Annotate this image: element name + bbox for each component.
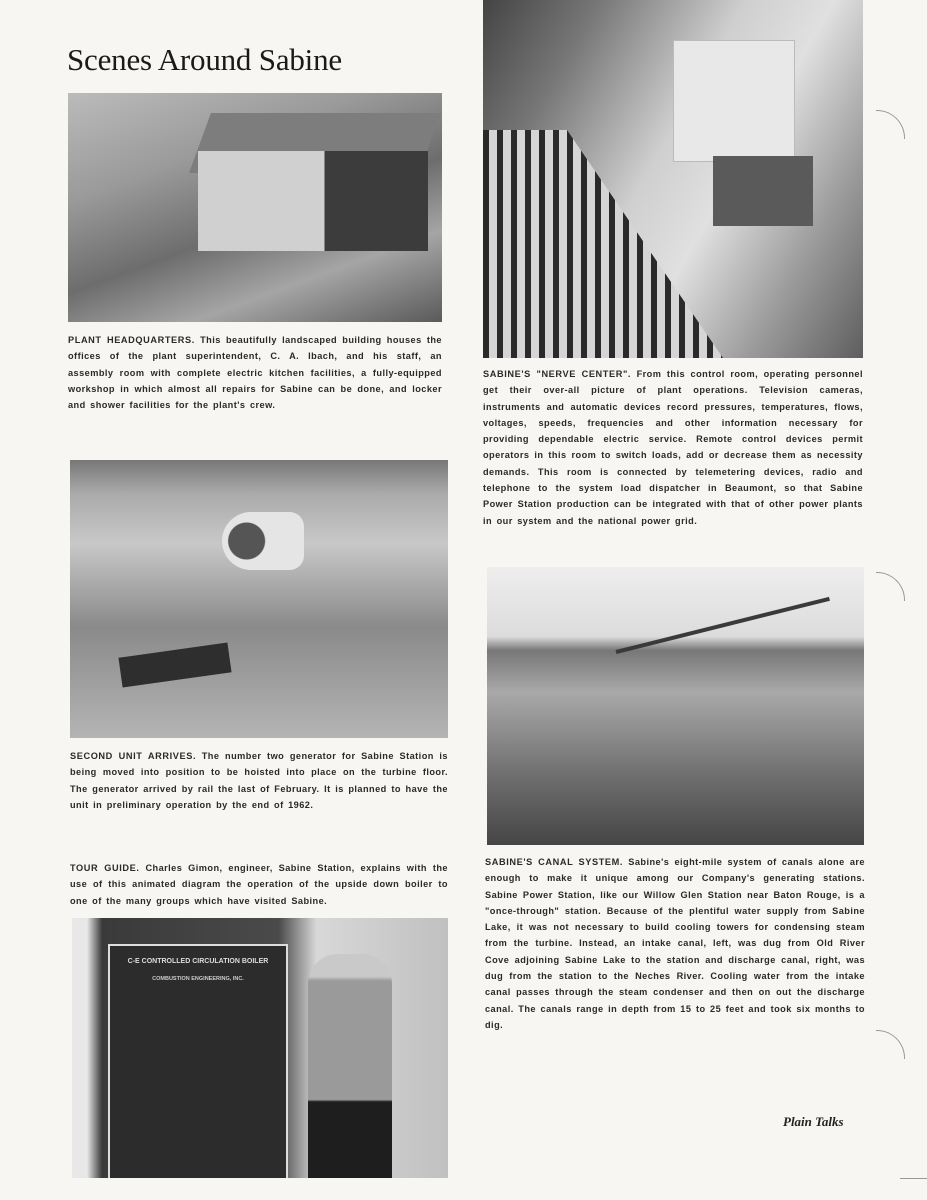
boiler-board-title: C-E CONTROLLED CIRCULATION BOILER — [127, 958, 269, 965]
caption-lead: SABINE'S CANAL SYSTEM. — [485, 857, 624, 867]
photo-tour-guide — [72, 918, 448, 1178]
caption-plant-headquarters — [68, 332, 442, 413]
caption-body: Charles Gimon, engineer, Sabine Station, explains with the use of this animated diagram the operation of the upside down boiler to one of the many groups which have visited Sabine. — [70, 863, 448, 906]
edge-line — [900, 1178, 927, 1179]
caption-body: The number two generator for Sabine Station is being moved into position to be hoisted into place on the turbine floor. The generator arrived by rail the last of February. It is planned to have the unit in preliminary operation by the end of 1962. — [70, 751, 448, 810]
boiler-board-maker: COMBUSTION ENGINEERING, INC. — [152, 976, 244, 982]
binder-hole-mark — [876, 572, 905, 601]
caption-second-unit — [70, 748, 448, 813]
caption-body: This beautifully landscaped building houses the offices of the plant superintendent, C. A. Ibach, and his staff, an assembly room with complete electric kitchen facilities, a fully-equipped workshop in which almost all repairs for Sabine can be done, and locker and shower facilities for the plant's crew. — [68, 335, 442, 411]
binder-hole-mark — [876, 1030, 905, 1059]
caption-nerve-center — [483, 366, 863, 529]
caption-tour-guide — [70, 860, 448, 909]
photo-plant-headquarters — [68, 93, 442, 322]
caption-canal-system — [485, 854, 865, 1033]
photo-canal-system — [487, 567, 864, 845]
page-title: Scenes Around Sabine — [67, 42, 342, 77]
caption-lead: SECOND UNIT ARRIVES. — [70, 751, 197, 761]
caption-body: Sabine's eight-mile system of canals alone are enough to make it unique among our Company's generating stations. Sabine Power Station, like our Willow Glen Station near Baton Rouge, is a "once-through" station. Because of the plentiful water supply from Sabine Lake, it was not necessary to build cooling towers for condensing steam from the turbine. Instead, an intake canal, left, was dug from Old River Cove adjoining Sabine Lake to the station and discharge canal, right, was dug from the station to the Neches River. Cooling water from the intake canal passes through the steam condenser and then on out the discharge canal. The canals range in depth from 15 to 25 feet and took six months to dig. — [485, 857, 865, 1030]
photo-nerve-center — [483, 0, 863, 358]
caption-body: From this control room, operating personnel get their over-all picture of plant operations. Television cameras, instruments and automatic devices record pressures, temperatures, flows, voltages, speeds, frequencies and other information necessary for providing dependable electric service. Remote control devices permit operators in this room to switch loads, add or decrease them as necessity demands. This room is connected by telemetering devices, radio and telephone to the system load dispatcher in Beaumont, so that Sabine Power Station production can be integrated with that of other power plants in our system and the national power grid. — [483, 369, 863, 526]
boiler-diagram-board — [108, 944, 288, 1178]
caption-lead: TOUR GUIDE. — [70, 863, 140, 873]
engineer-figure — [308, 954, 392, 1178]
photo-second-unit — [70, 460, 448, 738]
publication-footer: Plain Talks — [783, 1114, 844, 1129]
binder-hole-mark — [876, 110, 905, 139]
caption-lead: SABINE'S "NERVE CENTER". — [483, 369, 632, 379]
caption-lead: PLANT HEADQUARTERS. — [68, 335, 195, 345]
